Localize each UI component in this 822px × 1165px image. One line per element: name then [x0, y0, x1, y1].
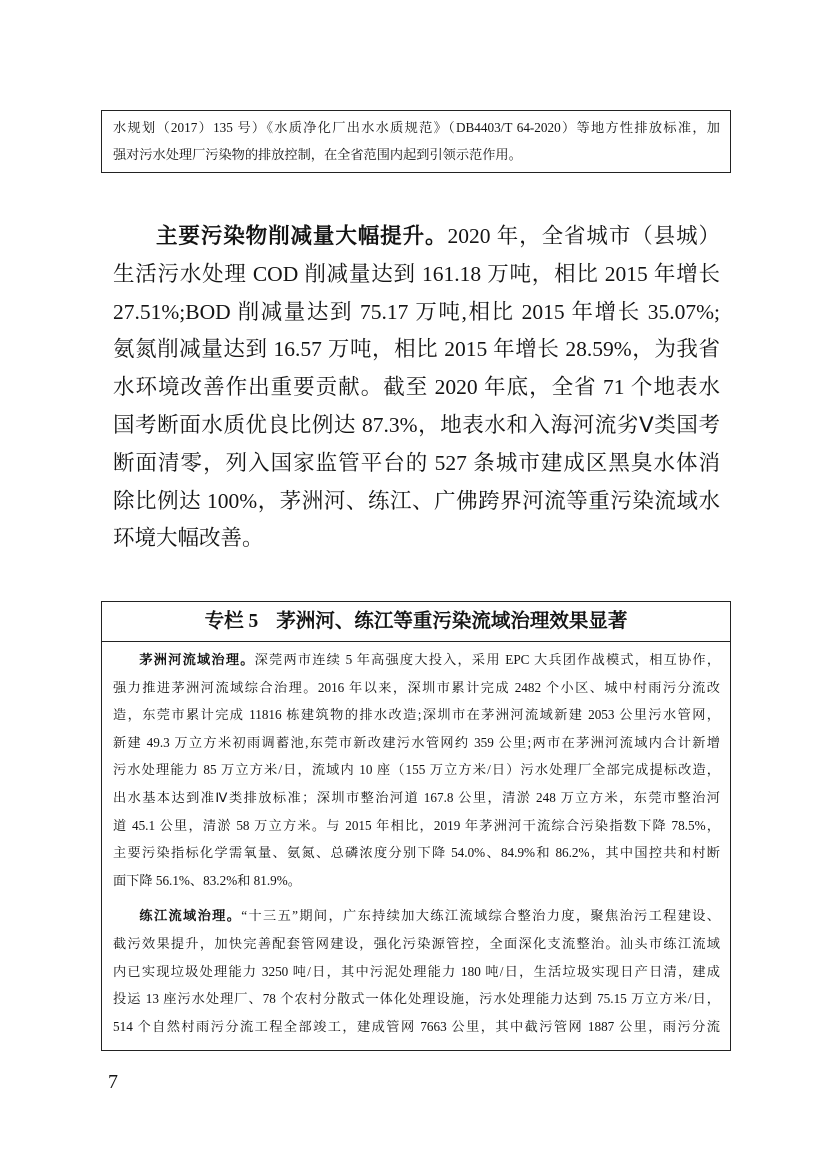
column-section-line: 新建 49.3 万立方米初雨调蓄池,东莞市新改建污水管网约 359 公里;两市在茅洲河流域内合计新增 — [113, 734, 720, 750]
column-section-line: 截污效果提升，加快完善配套管网建设，强化污染源管控，全面深化支流整治。汕头市练江流域 — [113, 935, 720, 951]
column-section-line: 内已实现垃圾处理能力 3250 吨/日，其中污泥处理能力 180 吨/日，生活垃圾实现日产日清，建成 — [113, 963, 720, 979]
column-section-line: 投运 13 座污水处理厂、78 个农村分散式一体化处理设施，污水处理能力达到 75.15 万立方米/日， — [113, 991, 720, 1007]
column-section-line: 道 45.1 公里，清淤 58 万立方米。与 2015 年相比，2019 年茅洲河干流综合污染指数下降 78.5%， — [113, 817, 720, 833]
main-paragraph-line: 断面清零，列入国家监管平台的 527 条城市建成区黑臭水体消 — [113, 450, 720, 475]
column-section-line: 出水基本达到准Ⅳ类排放标准；深圳市整治河道 167.8 公里，清淤 248 万立方米，东莞市整治河 — [113, 789, 720, 805]
column-box-title — [102, 602, 730, 642]
main-paragraph-line: 生活污水处理 COD 削减量达到 161.18 万吨，相比 2015 年增长 — [113, 261, 720, 286]
column-section-line: 面下降 56.1%、83.2%和 81.9%。 — [113, 872, 301, 888]
column-box-label: 专栏 5 — [204, 611, 259, 632]
column-box — [101, 601, 731, 1051]
box-text-line: 强对污水处理厂污染物的排放控制，在全省范围内起到引领示范作用。 — [113, 147, 522, 162]
box-text-line: 水规划（2017）135 号）《水质净化厂出水水质规范》（DB4403/T 64-2020）等地方性排放标准，加 — [113, 120, 720, 135]
main-paragraph-line-text: 2020 年，全省城市（县城） — [447, 224, 720, 248]
main-paragraph-line — [113, 218, 720, 256]
column-box-title-text: 茅洲河、练江等重污染流域治理效果显著 — [276, 611, 628, 632]
main-paragraph-line: 27.51%;BOD 削减量达到 75.17 万吨,相比 2015 年增长 35.07%; — [113, 299, 720, 324]
column-section-line: 造，东莞市累计完成 11816 栋建筑物的排水改造;深圳市在茅洲河流域新建 2053 公里污水管网， — [113, 707, 720, 723]
page-number: 7 — [108, 1071, 118, 1093]
column-section-line-text: 深莞两市连续 5 年高强度大投入，采用 EPC 大兵团作战模式，相互协作， — [254, 652, 721, 667]
column-section-heading: 练江流域治理。 — [139, 908, 242, 924]
main-paragraph — [113, 218, 720, 558]
column-section-line: 主要污染指标化学需氧量、氨氮、总磷浓度分别下降 54.0%、84.9%和 86.2%，其中国控共和村断 — [113, 845, 720, 861]
column-section-line: 污水处理能力 85 万立方米/日，流域内 10 座（155 万立方米/日）污水处理厂全部完成提标改造， — [113, 762, 720, 778]
main-paragraph-line: 国考断面水质优良比例达 87.3%，地表水和入海河流劣Ⅴ类国考 — [113, 412, 720, 437]
column-section-heading: 茅洲河流域治理。 — [139, 652, 255, 667]
column-section-maozhou — [113, 646, 720, 894]
column-box-body — [102, 642, 730, 1040]
column-section-line-text: “十三五”期间，广东持续加大练江流域综合整治力度，聚焦治污工程建设、 — [241, 908, 720, 924]
main-paragraph-line: 环境大幅改善。 — [113, 526, 264, 551]
column-section-line — [113, 902, 720, 930]
column-section-line: 514 个自然村雨污分流工程全部竣工，建成管网 7663 公里，其中截污管网 1887 公里，雨污分流 — [113, 1018, 720, 1034]
main-paragraph-line: 除比例达 100%，茅洲河、练江、广佛跨界河流等重污染流域水 — [113, 488, 720, 513]
main-paragraph-line: 氨氮削减量达到 16.57 万吨，相比 2015 年增长 28.59%，为我省 — [113, 337, 720, 362]
continued-column-box — [101, 110, 731, 173]
column-section-line: 强力推进茅洲河流域综合治理。2016 年以来，深圳市累计完成 2482 个小区、城中村雨污分流改 — [113, 679, 720, 695]
column-section-lianjiang — [113, 902, 720, 1040]
main-paragraph-line: 水环境改善作出重要贡献。截至 2020 年底，全省 71 个地表水 — [113, 375, 720, 400]
column-section-line — [113, 646, 720, 674]
main-paragraph-lead: 主要污染物削减量大幅提升。 — [156, 224, 448, 248]
